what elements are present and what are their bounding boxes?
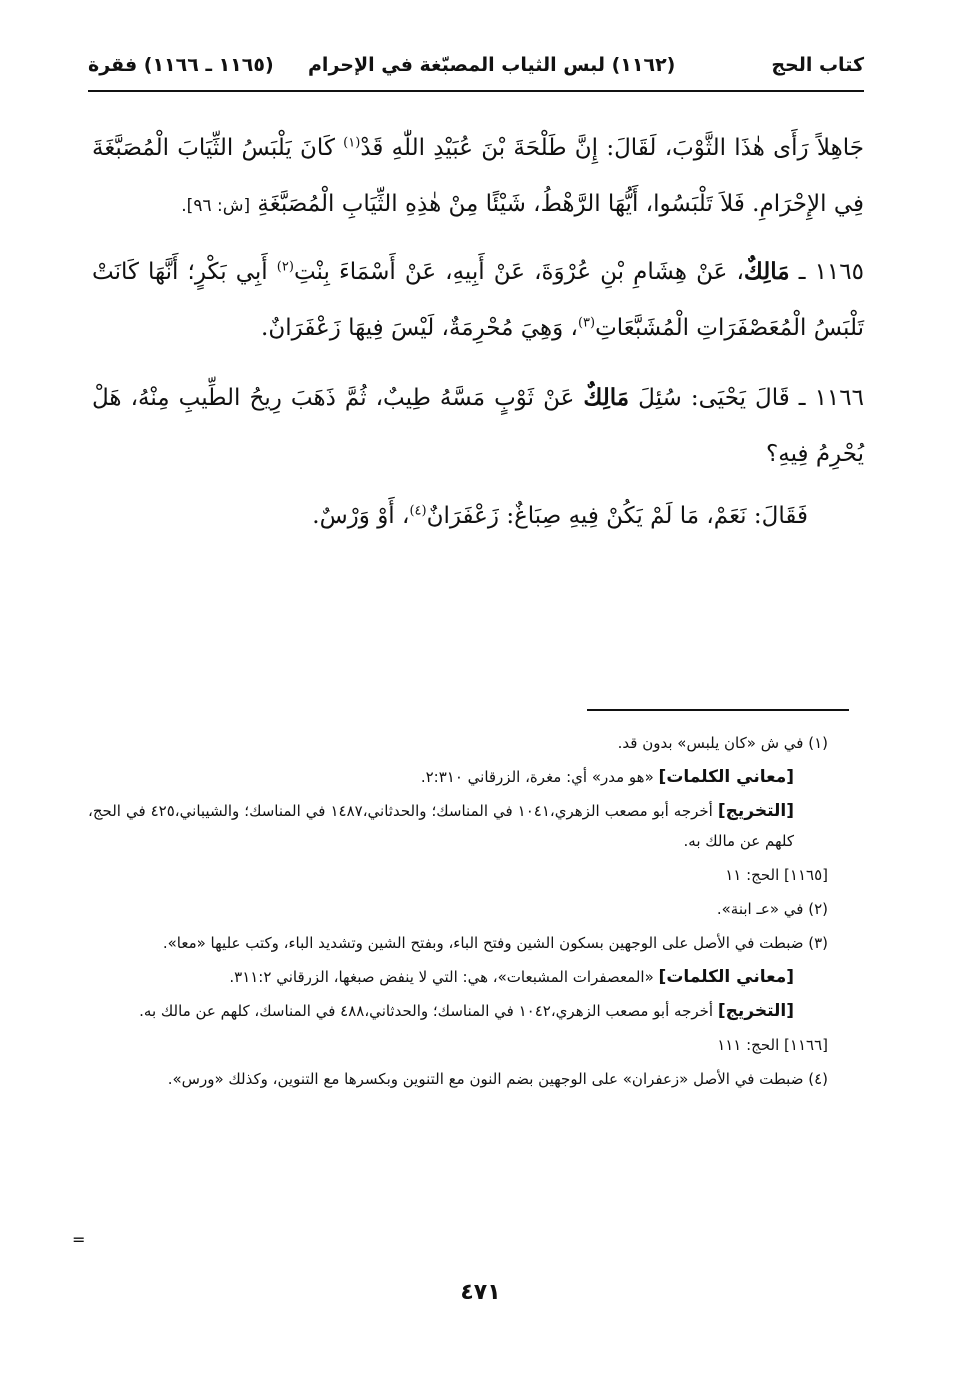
takhrij-text: أخرجه أبو مصعب الزهري،١٠٤١ في المناسك؛ والحدثاني،١٤٨٧ في المناسك؛ والشيباني،٤٢٥ في الحج، كلهم عن مالك به. — [88, 802, 794, 850]
page-number: ٤٧١ — [460, 1280, 501, 1305]
footnote-marker-4: (٤) — [409, 503, 427, 519]
footnote-3-takhrij — [88, 996, 828, 1026]
footnote-2: (٢) في «عـ ابنة». — [716, 900, 828, 918]
narrator-name: مَالِكٌ — [583, 384, 630, 411]
hadith-1165-text-c: ، وَهِيَ مُحْرِمَةٌ، لَيْسَ فِيهَا زَعْفَرَانٌ. — [261, 315, 578, 341]
meaning-text: «المعصفرات المشبعات»، هي: التي لا ينفض صبغها، الزرقاني ٣١١:٢. — [229, 968, 659, 986]
header-paragraph-range: (١١٦٥ ـ ١١٦٦) فقرة — [88, 54, 274, 76]
header-book-title: كتاب الحج — [771, 54, 864, 76]
answer-text-b: ، أَوْ وَرْسٌ. — [312, 503, 410, 529]
footnote-marker-1: (١) — [343, 135, 361, 151]
running-header — [88, 46, 864, 86]
footnote-3-meaning — [88, 962, 828, 992]
hadith-1165 — [92, 244, 864, 356]
footnote-4: (٤) ضبطت في الأصل «زعفران» على الوجهين بضم النون مع التنوين وبكسرها مع التنوين، وكذلك «ورس». — [167, 1070, 828, 1088]
hadith-number-1166: ١١٦٦ ـ — [789, 385, 864, 411]
meaning-tag: [معاني الكلمات] — [658, 767, 794, 787]
takhrij-tag: [التخريج] — [717, 801, 794, 821]
takhrij-text: أخرجه أبو مصعب الزهري،١٠٤٢ في المناسك؛ والحدثاني،٤٨٨ في المناسك، كلهم عن مالك به. — [139, 1002, 718, 1020]
footnote-1-meaning — [88, 762, 828, 792]
hadith-1166 — [92, 370, 864, 482]
footnote-separator — [587, 709, 849, 711]
continuation-mark: = — [72, 1230, 86, 1249]
manuscript-reference: [ش: ٩٦]. — [181, 196, 251, 216]
footnotes — [88, 728, 828, 1098]
cross-reference-1165: [١١٦٥] الحج: ١١ — [725, 866, 828, 884]
takhrij-tag: [التخريج] — [717, 1001, 794, 1021]
answer-paragraph — [92, 488, 864, 544]
meaning-text: «هو مدر» أي: مغرة، الزرقاني ٢:٣١٠. — [420, 768, 659, 786]
continuation-paragraph — [92, 120, 864, 234]
footnote-3: (٣) ضبطت في الأصل على الوجهين بسكون الشين وفتح الباء، وبفتح الشين وتشديد الباء، وكتب عليها «معا». — [162, 934, 828, 952]
hadith-1166-text-b: عَنْ ثَوْبٍ مَسَّهُ طِيبٌ، ثُمَّ ذَهَبَ رِيحُ الطِّيبِ مِنْهُ، هَلْ يُحْرِمُ فِيهِ؟ — [92, 385, 864, 467]
meaning-tag: [معاني الكلمات] — [658, 967, 794, 987]
footnote-1-takhrij — [88, 796, 828, 856]
main-text — [92, 120, 864, 544]
narrator-name: مَالِكٌ — [743, 258, 790, 285]
hadith-1166-text-a: قَالَ يَحْيَى: سُئِلَ — [629, 385, 790, 411]
header-divider — [88, 90, 864, 92]
hadith-number-1165: ١١٦٥ ـ — [789, 259, 864, 285]
hadith-1165-text-a: ، عَنْ هِشَامِ بْنِ عُرْوَةَ، عَنْ أَبِيهِ، عَنْ أَسْمَاءَ بِنْتِ — [293, 259, 744, 285]
continuation-text-a: جَاهِلاً رَأَى هٰذَا الثَّوْبَ، لَقَالَ: إِنَّ طَلْحَةَ بْنَ عُبَيْدِ اللّٰهِ قَدْ — [360, 135, 864, 161]
footnote-marker-3: (٣) — [577, 315, 596, 331]
answer-text-a: فَقَالَ: نَعَمْ، مَا لَمْ يَكُنْ فِيهِ صِبَاغٌ: زَعْفَرَانٌ — [426, 503, 808, 529]
cross-reference-1166: [١١٦٦] الحج: ١١١ — [717, 1036, 828, 1054]
hadith-1165-text-b: أَبِي بَكْرٍ؛ أَنَّهَا كَانَتْ تَلْبَسُ الْمُعَصْفَرَاتِ الْمُشَبَّعَاتِ — [92, 259, 864, 341]
footnote-marker-2: (٢) — [276, 259, 294, 275]
continuation-text-b: كَانَ يَلْبَسُ الثِّيَابَ الْمُصَبَّغَةَ فِي الإِحْرَامِ. فَلاَ تَلْبَسُوا، أَيُّهَا الرَّهْطُ، شَيْئًا مِنْ هٰذِهِ الثِّيَابِ الْمُصَبَّغَةِ — [92, 135, 864, 217]
header-chapter-title: (١١٦٢) لبس الثياب المصبّغة في الإحرام — [308, 54, 676, 76]
footnote-1: (١) في ش «كان يلبس» بدون قد. — [617, 734, 828, 752]
